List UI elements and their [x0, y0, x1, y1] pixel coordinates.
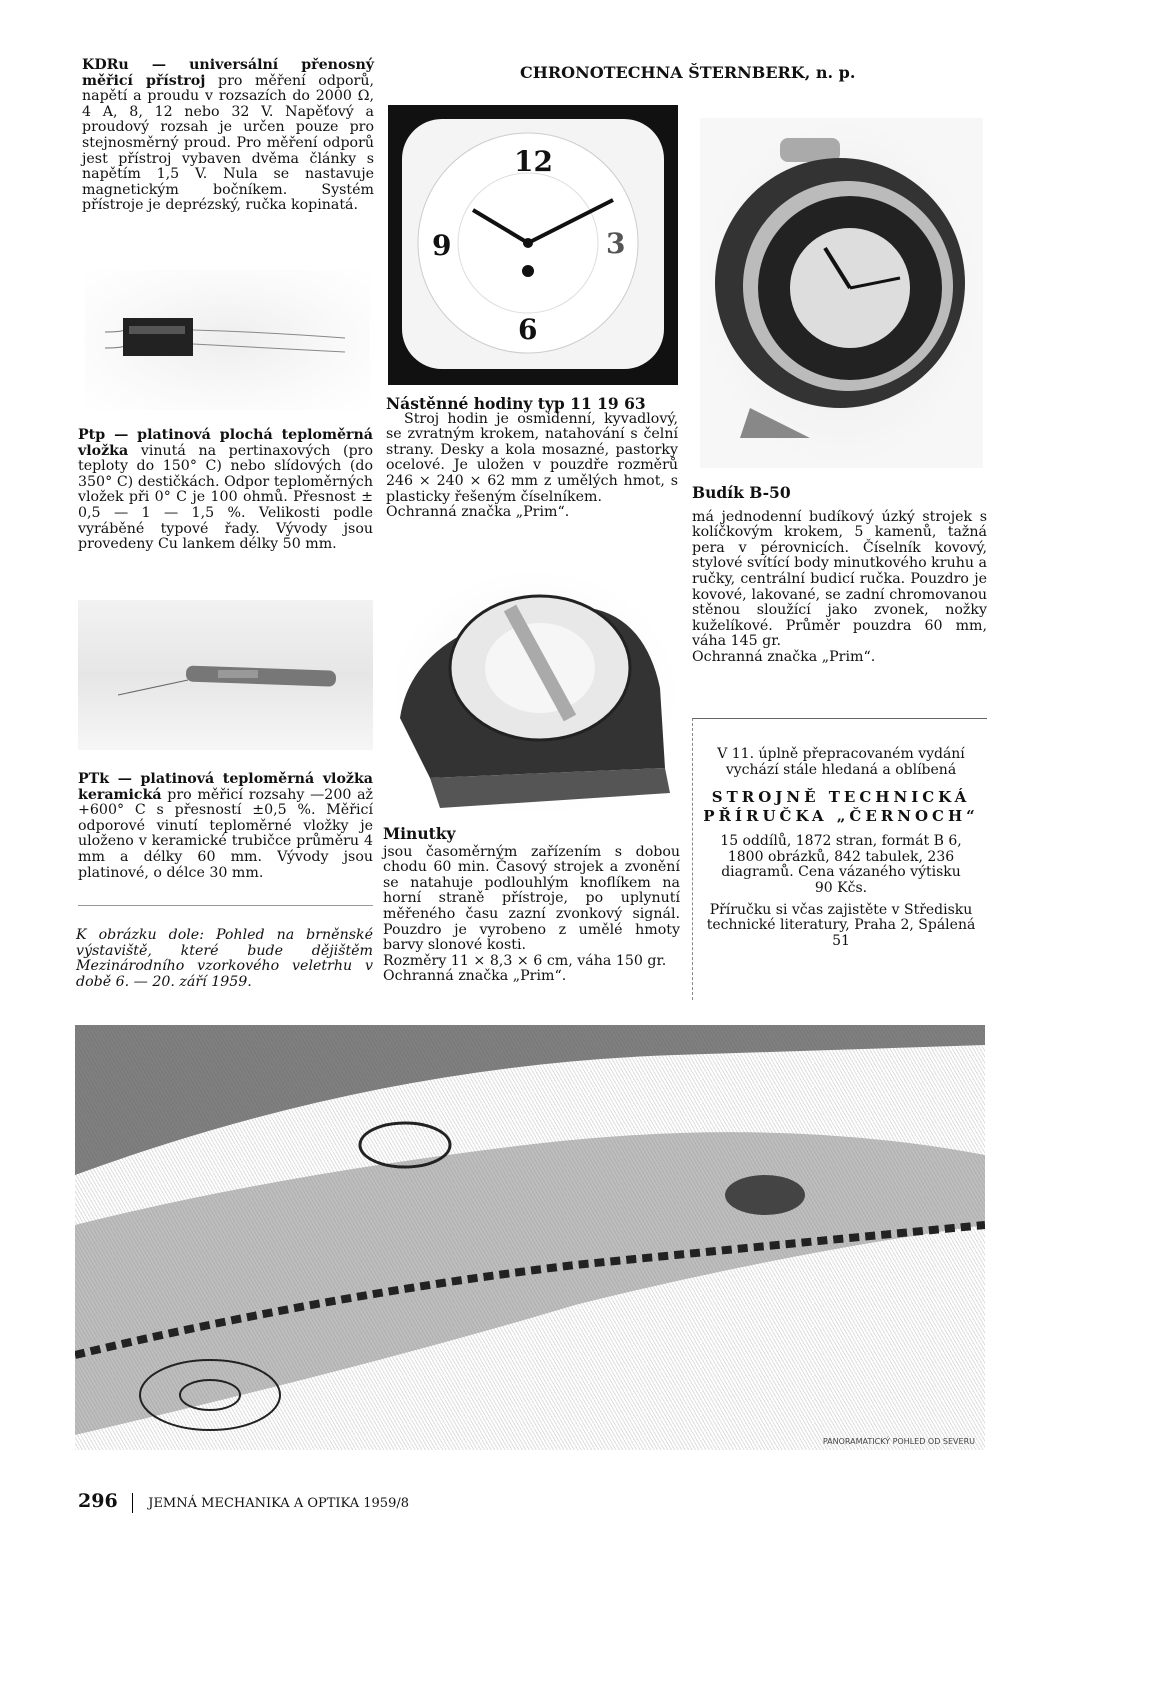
minutky-dims: Rozměry 11 × 8,3 × 6 cm, váha 150 gr. [383, 952, 667, 969]
ptp-article [78, 428, 373, 553]
alarm-clock-photo [700, 118, 983, 468]
panorama-label: PANORAMATICKÝ POHLED OD SEVERU [822, 1437, 975, 1446]
ptp-text: vinutá na pertinaxových (pro teploty do 150° C) nebo slídových (do 350° C) destičkách. Odpor teploměrných vložek při 0° C je 100 ohmů. Přesnost ± 0,5 — 1 — 1,5 %. Velikosti podle vyráběné typové řady. Vývody jsou provedeny Cu lankem délky 50 mm. [78, 442, 373, 553]
alarm-clock-title: Budík B-50 [692, 483, 791, 502]
ad-title-line2: PŘÍRUČKA „ČERNOCH“ [703, 807, 979, 826]
wall-clock-text: Stroj hodin je osmidenní, kyvadlový, se zvratným krokem, natahování s čelní strany. Desky a kola mosazné, pastorky ocelové. Je uložen v pouzdře rozměrů 246 × 240 × 62 mm z umělých hmot, s plasticky řešeným číselníkem. [386, 410, 678, 505]
kdru-text: pro měření odporů, napětí a proudu v rozsazích do 2000 Ω, 4 A, 8, 12 nebo 32 V. Napěťový a proudový rozsah je určen pouze pro stejnosměrný proud. Pro měření odporů jest přístroj vybaven dvěma články s napětím 1,5 V. Nula se nastavuje magnetickým bočníkem. Systém přístroje je deprézský, ručka kopinatá. [82, 72, 374, 214]
panorama-caption: K obrázku dole: Pohled na brněnské výstaviště, které bude dějištěm Mezinárodního vzorkového veletrhu v době 6. — 20. září 1959. [76, 927, 373, 990]
page-footer [78, 1490, 409, 1513]
alarm-clock-mark: Ochranná značka „Prim“. [692, 648, 876, 665]
dial-9: 9 [432, 229, 452, 262]
dial-3: 3 [606, 227, 626, 260]
panorama-image [75, 1025, 985, 1450]
ad-intro: V 11. úplně přepracovaném vydání vychází stále hledaná a oblíbená [717, 746, 965, 778]
ptk-title: PTk — platinová teploměrná vložka keramická [78, 771, 373, 803]
ptk-text: pro měřicí rozsahy —200 až +600° C s přesností ±0,5 %. Měřicí odporové vinutí teploměrné vložky je uloženo v keramické trubičce průměru 4 mm a délky 60 mm. Vývody jsou platinové, o délce 30 mm. [78, 786, 373, 881]
kdru-article [82, 58, 374, 214]
ad-price: 90 Kčs. [814, 879, 868, 896]
minutky-mark: Ochranná značka „Prim“. [383, 968, 567, 985]
ptk-article [78, 772, 373, 881]
dial-12: 12 [514, 145, 553, 178]
minutky-article [383, 826, 680, 985]
ad-title-line1: STROJNĚ TECHNICKÁ [711, 788, 971, 807]
journal-title: JEMNÁ MECHANIKA A OPTIKA 1959/8 [148, 1496, 410, 1511]
kdru-photo [85, 270, 370, 410]
page-number: 296 [78, 1490, 118, 1512]
handbook-advertisement [692, 718, 987, 1000]
wall-clock-title: Nástěnné hodiny typ 11 19 63 [386, 394, 646, 413]
ad-order: Příručku si včas zajistěte v Středisku technické literatury, Praha 2, Spálená 51 [706, 901, 976, 949]
kdru-title: KDRu — universální přenosný měřicí přístroj [82, 57, 374, 89]
minutky-photo [390, 568, 680, 818]
ptp-title: Ptp — platinová plochá teploměrná vložka [78, 427, 373, 459]
wall-clock-article [386, 396, 678, 521]
wall-clock-mark: Ochranná značka „Prim“. [386, 504, 570, 521]
minutky-title: Minutky [383, 824, 456, 843]
alarm-clock-article [692, 485, 987, 666]
wall-clock-photo [388, 105, 678, 385]
footer-divider [132, 1493, 133, 1513]
ad-details: 15 oddílů, 1872 stran, formát B 6, 1800 obrázků, 842 tabulek, 236 diagramů. Cena vázaného výtisku [720, 833, 962, 881]
alarm-clock-text: má jednodenní budíkový úzký strojek s kolíčkovým krokem, 5 kamenů, tažná pera v pérovnicích. Číselník kovový, stylové svítící body minutkového kruhu a ručky, centrální budicí ručka. Pouzdro je kovové, lakované, se zadní chromovanou stěnou sloužící jako zvonek, nožky kuželíkové. Průměr pouzdra 60 mm, váha 145 gr. [692, 508, 987, 650]
ptp-photo [78, 600, 373, 750]
company-header: CHRONOTECHNA ŠTERNBERK, n. p. [520, 63, 856, 82]
dial-6: 6 [518, 313, 538, 346]
divider [78, 905, 373, 906]
minutky-text: jsou časoměrným zařízením s dobou chodu 60 min. Časový strojek a zvonění se natahuje podlouhlým knoflíkem na horní straně přístroje, po uplynutí měřeného času zazní zvonkový signál. Pouzdro je vyrobeno z umělé hmoty barvy slonové kosti. [383, 843, 680, 954]
